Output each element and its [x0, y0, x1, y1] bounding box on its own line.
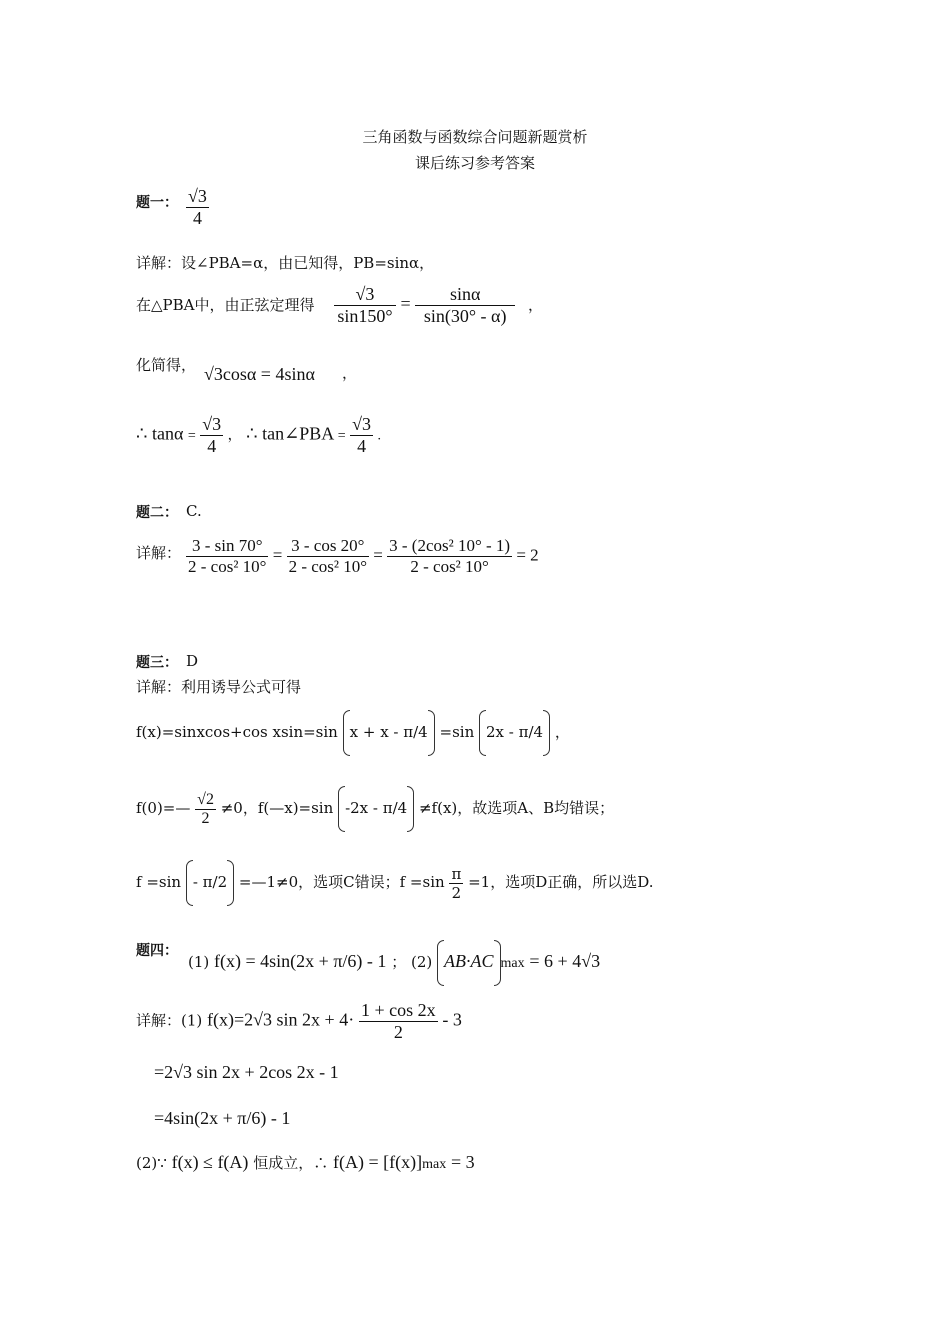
q1-simplify-tail: ，: [342, 364, 358, 382]
q4-d1-label: 详解：(1): [136, 1011, 203, 1030]
q4-d4-sub: max: [422, 1157, 447, 1172]
q3-line2-c: ≠f(x)，故选项A、B均错误；: [418, 799, 615, 817]
q1-simplify-eq: √3cosα = 4sinα: [204, 364, 315, 384]
q3-detail: 详解：利用诱导公式可得: [136, 678, 302, 696]
q3-line1-inner2: 2x - π/4: [486, 723, 544, 741]
q4-d4-val: = 3: [451, 1152, 475, 1172]
q3-line3-b: =—1≠0，选项C错误；f =sin: [238, 873, 445, 891]
q2-f1-num: 3 - sin 70°: [191, 536, 263, 555]
q2-f2-num: 3 - cos 20°: [291, 536, 365, 555]
q1-answer-num: √3: [188, 186, 207, 206]
q3-line3-frac-num: π: [451, 864, 462, 883]
q3-line2-frac-den: 2: [195, 809, 216, 828]
q3-label: 题三：: [136, 655, 178, 671]
q3-line2-b: ≠0，f(—x)=sin: [220, 799, 334, 817]
q4-part2-label: (2): [410, 953, 433, 971]
q4-answers: [188, 940, 600, 986]
q4-part2-sub: max: [500, 956, 525, 971]
q2-result: = 2: [516, 545, 539, 565]
q4-detail-3: =4sin(2x + π/6) - 1: [154, 1108, 291, 1128]
q3-line1-a: f(x)=sinxcos+cos xsin=sin: [136, 723, 338, 741]
q2-detail-label: 详解：: [136, 544, 182, 562]
q4-d4-label: (2)∵: [136, 1154, 167, 1172]
q1-frac1-num: √3: [202, 414, 222, 434]
q1-rhs-num: sinα: [449, 284, 481, 304]
q3-line3-inner: - π/2: [192, 873, 228, 891]
q2-label: 题二：: [136, 505, 178, 521]
q3-line1-mid: =sin: [439, 723, 475, 741]
q1-frac2-num: √3: [352, 414, 372, 434]
q4-d1-frac-num: 1 + cos 2x: [360, 1000, 436, 1020]
q4-d1-eq-a: f(x)=2√3 sin 2x + 4·: [207, 1009, 355, 1030]
q4-d1-frac-den: 2: [359, 1021, 438, 1043]
q1-detail-2: 在△PBA中，由正弦定理得: [136, 296, 315, 314]
q1-sine-law: $\frac{√3}{\sin 150^\circ}$ = $\frac{\sin\alpha}{\sin(30^\circ - \alpha)}$: [334, 284, 515, 327]
page-title: 三角函数与函数综合问题新题赏析: [362, 128, 588, 146]
q1-frac1-den: 4: [200, 435, 223, 457]
q1-lhs-num: √3: [355, 284, 375, 304]
q4-part2-eq: AB·AC: [444, 951, 494, 971]
q4-part2-val: = 6 + 4√3: [529, 951, 601, 971]
q4-part1-label: (1): [188, 953, 210, 971]
q2-f1-den: 2 - cos² 10°: [188, 557, 267, 576]
q4-sep: ；: [391, 953, 407, 971]
q2-f3-den: 2 - cos² 10°: [387, 556, 512, 577]
q1-therefore-1: ∴ tanα = $\frac{√3}{4}$ ， ∴ tan∠PBA = $\frac{√3}{4}$ .: [136, 414, 382, 456]
q3-line1-inner1: x + x - π/4: [349, 723, 428, 741]
q2-answer: C.: [186, 502, 202, 520]
q2-f3-num: 3 - (2cos² 10° - 1): [389, 536, 511, 555]
q4-label: 题四：: [136, 943, 178, 959]
q3-line2-a: f(0)=—: [136, 799, 191, 817]
q4-d1-eq-b: - 3: [442, 1009, 462, 1030]
q3-line1-tail: ，: [554, 723, 570, 741]
q1-answer: [186, 186, 209, 229]
page-subtitle: 课后练习参考答案: [414, 154, 535, 172]
q1-tan-alpha: ∴ tanα: [136, 423, 184, 444]
q4-detail-4: [136, 1152, 475, 1173]
q3-line2-frac-num: √2: [197, 790, 214, 808]
q4-part1-eq: f(x) = 4sin(2x + π/6) - 1: [214, 951, 387, 971]
q1-lhs-den: sin150°: [334, 305, 396, 327]
q1-sine-law-tail: ，: [528, 296, 544, 314]
q1-answer-den: 4: [186, 207, 209, 229]
q1-detail-1: 详解：设∠PBA=α，由已知得，PB=sinα，: [136, 254, 435, 272]
q3-line3-frac-den: 2: [449, 883, 463, 902]
q1-label: 题一：: [136, 195, 178, 211]
q2-equation: $\frac{3 - \sin 70^\circ}{\text{2 - cos² 10°}}$ = $\frac{3 - \cos 20^\circ}{\text{2 - cos² 10°}}$ = $\frac{\text{3 - (2cos² 10° - 1)}}{\text{2 - cos² 10°}}$ = 2: [188, 536, 539, 576]
q3-line-2: [136, 786, 614, 832]
q3-answer: D: [186, 652, 199, 670]
q3-line-3: [136, 860, 653, 906]
q4-d4-text: 恒成立，∴: [253, 1154, 329, 1172]
q2-f2-den: 2 - cos² 10°: [288, 557, 368, 576]
q1-simplify-label: 化简得，: [136, 356, 197, 374]
q4-d4-eq2: f(A) = [f(x)]: [333, 1152, 423, 1172]
q4-detail-2: =2√3 sin 2x + 2cos 2x - 1: [154, 1062, 339, 1082]
q4-d4-eq: f(x) ≤ f(A): [171, 1152, 249, 1172]
q4-detail-1: [136, 1000, 462, 1043]
q3-line-1: [136, 710, 570, 756]
q1-rhs-den: sin(30° - α): [415, 305, 515, 327]
q1-frac2-den: 4: [350, 435, 373, 457]
q1-tan-pba: ∴ tan∠PBA: [246, 423, 334, 444]
q3-line3-c: =1，选项D正确，所以选D.: [468, 873, 654, 891]
q3-line2-inner: -2x - π/4: [345, 799, 408, 817]
q3-line3-a: f =sin: [136, 873, 182, 891]
